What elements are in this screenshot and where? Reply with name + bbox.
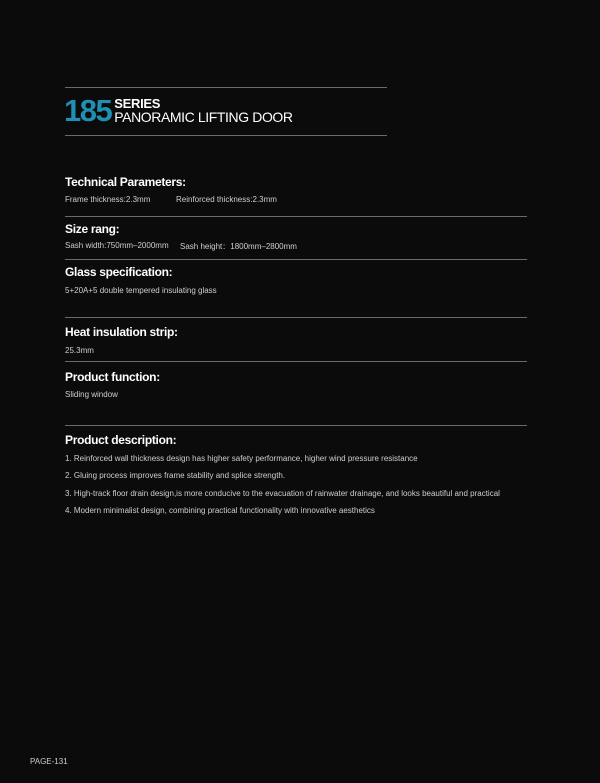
description-item: 3. High-track floor drain design,is more conducive to the evacuation of rainwater drainage, and looks beautiful and practical (65, 489, 500, 498)
product-name: PANORAMIC LIFTING DOOR (114, 109, 293, 125)
reinforced-thickness-text: Reinforced thickness:2.3mm (176, 195, 277, 204)
product-description-heading: Product description: (65, 433, 177, 447)
series-number: 185 (64, 93, 112, 128)
description-item: 4. Modern minimalist design, combining practical functionality with innovative aesthetics (65, 506, 375, 515)
sash-width-text: Sash width:750mm–2000mm (65, 241, 169, 250)
sash-height-text: Sash height：1800mm–2800mm (180, 242, 297, 251)
section-divider-5 (65, 425, 527, 426)
description-item: 2. Gluing process improves frame stability and splice strength. (65, 471, 286, 480)
frame-thickness-text: Frame thickness:2.3mm (65, 195, 151, 204)
section-divider-3 (65, 317, 527, 318)
series-text (114, 97, 292, 124)
size-range-heading: Size rang: (65, 222, 120, 236)
heat-insulation-strip-text: 25.3mm (65, 346, 94, 355)
section-divider-1 (65, 216, 527, 217)
section-divider-4 (65, 361, 527, 362)
product-function-text: Sliding window (65, 390, 118, 399)
page-number: PAGE-131 (30, 757, 68, 766)
glass-specification-text: 5+20A+5 double tempered insulating glass (65, 286, 217, 295)
section-divider-2 (65, 259, 527, 260)
heat-insulation-strip-heading: Heat insulation strip: (65, 325, 178, 339)
glass-specification-heading: Glass specification: (65, 265, 173, 279)
title-top-divider (65, 87, 387, 88)
title-block (64, 95, 293, 126)
series-word: SERIES (114, 96, 161, 111)
description-item: 1. Reinforced wall thickness design has higher safety performance, higher wind pressure resistance (65, 454, 418, 463)
technical-parameters-heading: Technical Parameters: (65, 175, 186, 189)
title-bottom-divider (65, 135, 387, 136)
product-function-heading: Product function: (65, 370, 160, 384)
